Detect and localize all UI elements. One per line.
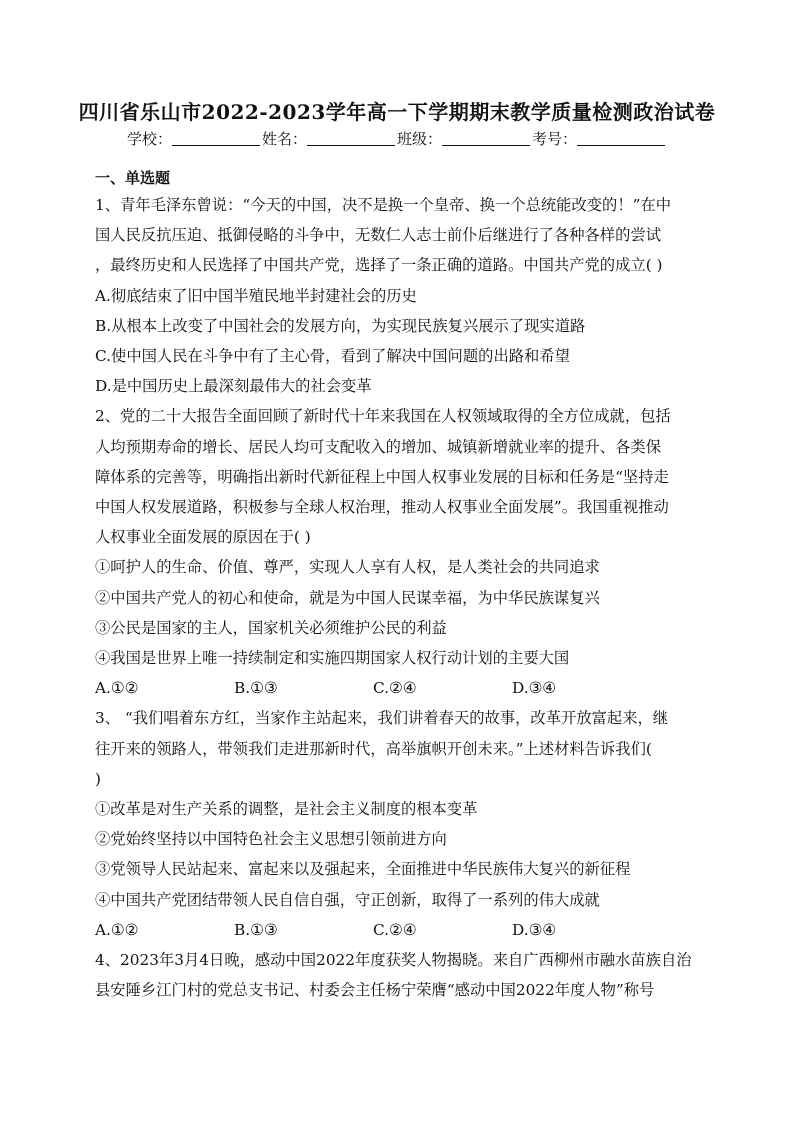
question-stem-line: 2、党的二十大报告全面回顾了新时代十年来我国在人权领域取得的全方位成就，包括 [95,407,671,426]
question-stem-line: 1、青年毛泽东曾说：“今天的中国，决不是换一个皇帝、换一个总统能改变的！”在中 [95,196,672,214]
question-stem-line: 国人民反抗压迫、抵御侵略的斗争中，无数仁人志士前仆后继进行了各种各样的尝试 [95,226,661,245]
choice-b: B.①③ [234,679,278,698]
statement-1: ①呵护人的生命、价值、尊严，实现人人享有人权，是人类社会的共同追求 [95,558,600,577]
choice-a: A.①② [95,920,139,939]
question-stem-line: ) [95,769,101,788]
name-blank [307,129,395,146]
question-stem-line: 人权事业全面发展的原因在于( ) [95,528,311,547]
option-b: B.从根本上改变了中国社会的发展方向，为实现民族复兴展示了现实道路 [95,316,586,335]
question-2 [95,401,695,703]
statement-2: ②党始终坚持以中国特色社会主义思想引领前进方向 [95,830,447,849]
class-blank [442,129,530,146]
choice-d: D.③④ [512,679,557,698]
question-4 [95,945,695,1005]
school-blank [172,129,260,146]
number-label: 考号： [532,130,578,148]
statement-1: ①改革是对生产关系的调整，是社会主义制度的根本变革 [95,800,478,819]
question-stem-line: 人均预期寿命的增长、居民人均可支配收入的增加、城镇新增就业率的提升、各类保 [95,437,661,456]
number-blank [577,129,665,146]
section-heading: 一、单选题 [95,169,171,187]
choice-d: D.③④ [512,920,557,939]
choice-b: B.①③ [234,920,278,939]
question-stem-line: 3、 “我们唱着东方红，当家作主站起来，我们讲着春天的故事，改革开放富起来，继 [95,709,669,728]
statement-2: ②中国共产党人的初心和使命，就是为中国人民谋幸福，为中华民族谋复兴 [95,588,600,607]
question-stem-line: 中国人权发展道路，积极参与全球人权治理，推动人权事业全面发展”。我国重视推动 [95,498,669,517]
question-stem-line: 4、2023年3月4日晚，感动中国2022年度获奖人物揭晓。来自广西柳州市融水苗族自治 [95,951,692,970]
question-stem-line: 县安陲乡江门村的党总支书记、村委会主任杨宁荣膺“感动中国2022年度人物”称号 [95,981,655,1000]
question-3 [95,703,695,945]
choice-row [95,915,695,945]
statement-3: ③党领导人民站起来、富起来以及强起来，全面推进中华民族伟大复兴的新征程 [95,860,631,879]
name-label: 姓名： [261,130,307,148]
student-info-line [0,128,794,149]
statement-4: ④我国是世界上唯一持续制定和实施四期国家人权行动计划的主要大国 [95,649,570,668]
choice-c: C.②④ [373,920,417,939]
choice-row [95,673,695,703]
choice-a: A.①② [95,679,139,698]
question-stem-line: 障体系的完善等，明确指出新时代新征程上中国人权事业发展的目标和任务是“坚持走 [95,467,669,486]
question-stem-line: 往开来的领路人，带领我们走进那新时代，高举旗帜开创未来。”上述材料告诉我们( [95,739,652,758]
page-title: 四川省乐山市2022-2023学年高一下学期期末教学质量检测政治试卷 [78,100,716,124]
option-c: C.使中国人民在斗争中有了主心骨，看到了解决中国问题的出路和希望 [95,347,570,366]
option-d: D.是中国历史上最深刻最伟大的社会变革 [95,377,372,396]
question-stem-line: ，最终历史和人民选择了中国共产党，选择了一条正确的道路。中国共产党的成立( ) [95,256,663,275]
choice-c: C.②④ [373,679,417,698]
option-a: A.彻底结束了旧中国半殖民地半封建社会的历史 [95,286,417,305]
school-label: 学校： [126,130,172,148]
exam-content [95,168,695,1005]
statement-4: ④中国共产党团结带领人民自信自强，守正创新，取得了一系列的伟大成就 [95,890,600,909]
class-label: 班级： [397,130,443,148]
question-1 [95,190,695,401]
statement-3: ③公民是国家的主人，国家机关必须维护公民的利益 [95,618,447,637]
